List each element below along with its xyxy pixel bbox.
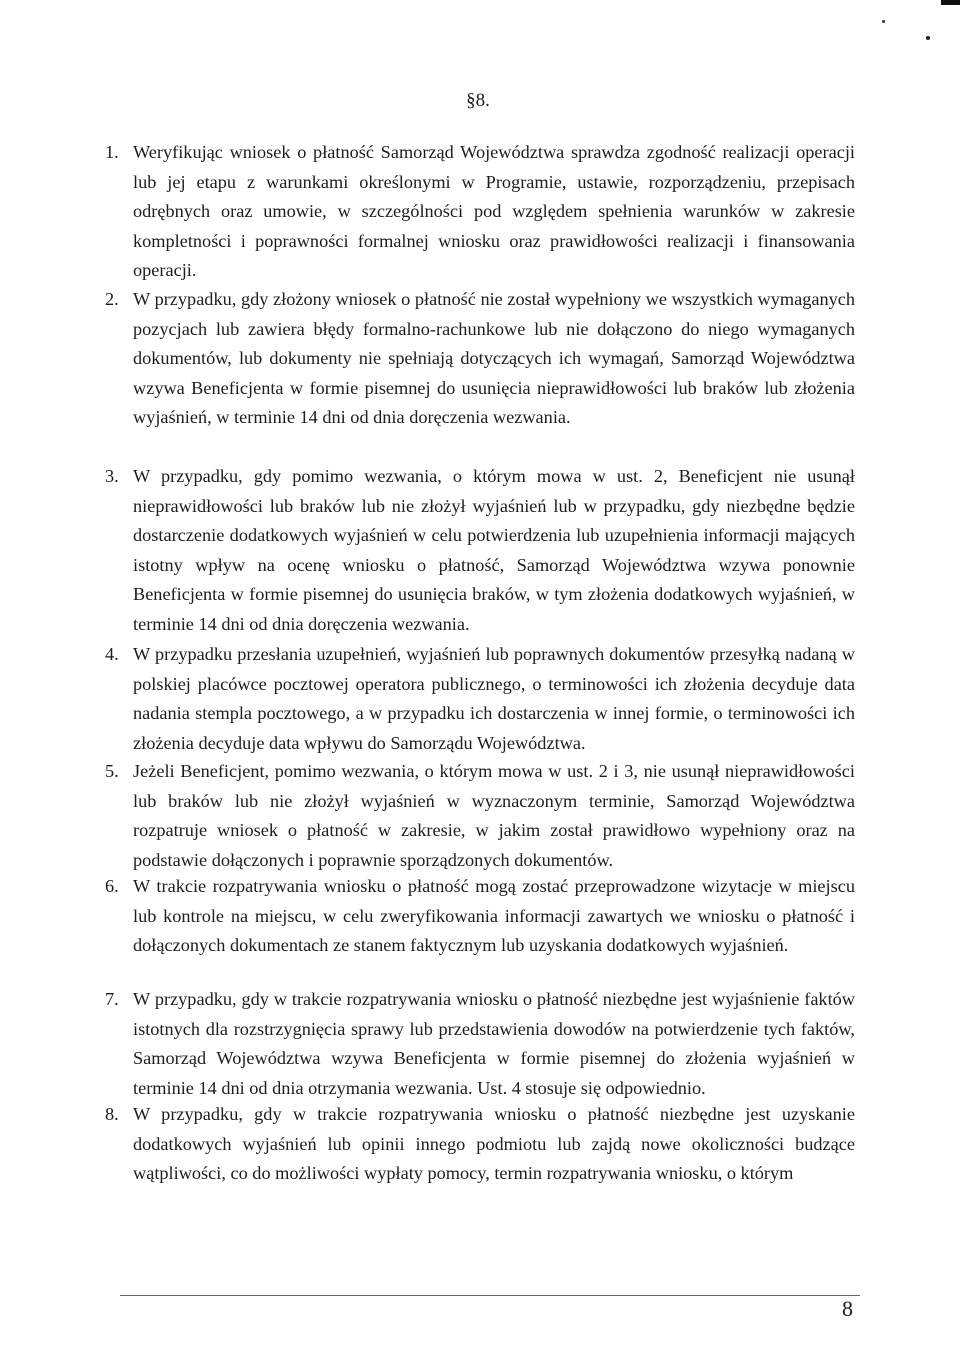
paragraph-number: 4. xyxy=(105,644,119,664)
paragraph-text: W przypadku, gdy w trakcie rozpatrywania wniosku o płatność niezbędne jest wyjaśnienie faktów istotnych dla rozstrzygnięcia sprawy lub przedstawienia dowodów na potwierdzenie tych faktów, Samorząd Województwa wzywa Beneficjenta w formie pisemnej do złożenia wyjaśnień w terminie 14 dni od dnia otrzymania wezwania. Ust. 4 stosuje się odpowiednio. xyxy=(133,989,855,1098)
paragraph-number: 8. xyxy=(105,1104,119,1124)
footer-divider xyxy=(120,1295,860,1296)
paragraph-number: 7. xyxy=(105,989,119,1009)
scan-speck xyxy=(882,20,885,23)
scan-edge-mark xyxy=(941,0,960,5)
paragraph-number: 3. xyxy=(105,466,119,486)
paragraph-text: W przypadku, gdy w trakcie rozpatrywania wniosku o płatność niezbędne jest uzyskanie dodatkowych wyjaśnień lub opinii innego podmiotu lub zajdą nowe okoliczności budzące wątpliwości, co do możliwości wypłaty pomocy, termin rozpatrywania wniosku, o którym xyxy=(133,1104,855,1183)
paragraph-number: 2. xyxy=(105,289,119,309)
paragraph-text: Jeżeli Beneficjent, pomimo wezwania, o którym mowa w ust. 2 i 3, nie usunął nieprawidłowości lub braków lub nie złożył wyjaśnień w wyznaczonym terminie, Samorząd Województwa rozpatruje wniosek o płatność w zakresie, w jakim został prawidłowo wypełniony oraz na podstawie dołączonych i poprawnie sporządzonych dokumentów. xyxy=(133,761,855,870)
page-number: 8 xyxy=(842,1296,853,1321)
paragraph-number: 5. xyxy=(105,761,119,781)
paragraph-text: W przypadku przesłania uzupełnień, wyjaśnień lub poprawnych dokumentów przesyłką nadaną w polskiej placówce pocztowej operatora publicznego, o terminowości ich złożenia decyduje data nadania stempla pocztowego, a w przypadku ich dostarczenia w innej formie, o terminowości ich złożenia decyduje data wpływu do Samorządu Województwa. xyxy=(133,644,855,753)
section-heading: §8. xyxy=(466,90,490,111)
scan-speck xyxy=(926,36,930,40)
paragraph-text: Weryfikując wniosek o płatność Samorząd Województwa sprawdza zgodność realizacji operacji lub jej etapu z warunkami określonymi w Programie, ustawie, rozporządzeniu, przepisach odrębnych oraz umowie, w szczególności pod względem spełnienia warunków w zakresie kompletności i poprawności formalnej wniosku oraz prawidłowości realizacji i finansowania operacji. xyxy=(133,142,855,280)
paragraph-number: 6. xyxy=(105,876,119,896)
paragraph-text: W przypadku, gdy złożony wniosek o płatność nie został wypełniony we wszystkich wymaganych pozycjach lub zawiera błędy formalno-rachunkowe lub nie dołączono do niego wymaganych dokumentów, lub dokumenty nie spełniają dotyczących ich wymagań, Samorząd Województwa wzywa Beneficjenta w formie pisemnej do usunięcia nieprawidłowości lub braków lub złożenia wyjaśnień, w terminie 14 dni od dnia doręczenia wezwania. xyxy=(133,289,855,427)
paragraph-number: 1. xyxy=(105,142,119,162)
paragraph-text: W trakcie rozpatrywania wniosku o płatność mogą zostać przeprowadzone wizytacje w miejscu lub kontrole na miejscu, w celu zweryfikowania informacji zawartych we wniosku o płatność i dołączonych dokumentach ze stanem faktycznym lub uzyskania dodatkowych wyjaśnień. xyxy=(133,876,855,955)
paragraph-text: W przypadku, gdy pomimo wezwania, o którym mowa w ust. 2, Beneficjent nie usunął nieprawidłowości lub braków lub nie złożył wyjaśnień lub w przypadku, gdy niezbędne będzie dostarczenie dodatkowych wyjaśnień w celu potwierdzenia lub uzupełnienia informacji mających istotny wpływ na ocenę wniosku o płatność, Samorząd Województwa wzywa ponownie Beneficjenta w formie pisemnej do usunięcia braków, w tym złożenia dodatkowych wyjaśnień, w terminie 14 dni od dnia doręczenia wezwania. xyxy=(133,466,855,634)
